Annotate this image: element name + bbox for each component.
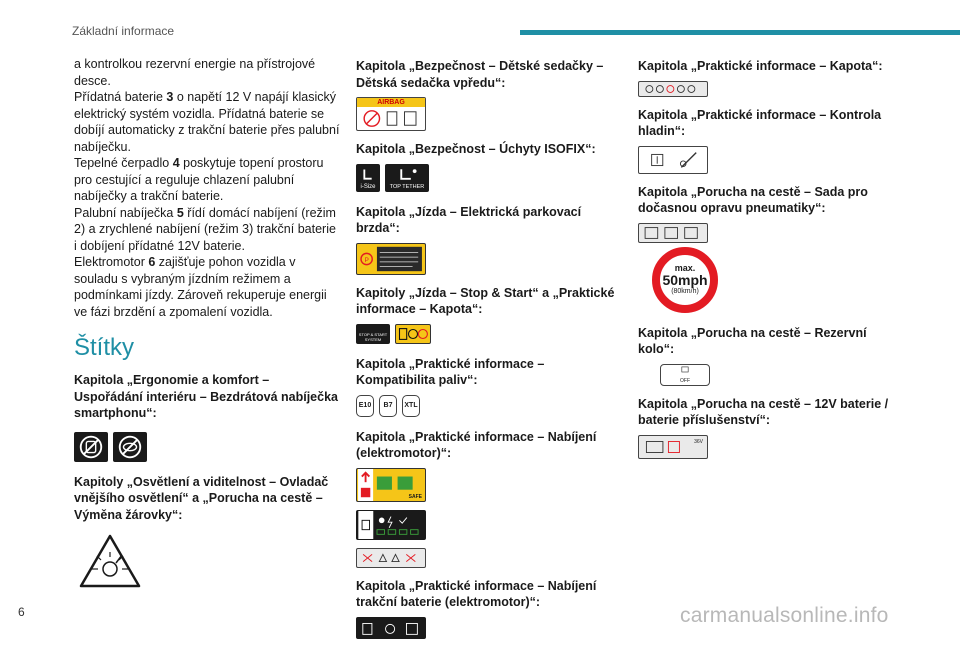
speed-limit-max: max. [674, 263, 696, 273]
label-block-kontrola-hladin [638, 107, 904, 174]
column-left [74, 56, 340, 599]
header-accent-bar [520, 30, 960, 35]
fluid-check-sticker [638, 146, 708, 174]
label-block-parkovaci-brzda [356, 204, 622, 275]
stop-start-sticker [356, 324, 390, 344]
label-block-baterie-12v [638, 396, 904, 459]
fuel-tag-xtl: XTL [402, 395, 420, 417]
hood-warning-sticker [395, 324, 431, 344]
traction-charging-sticker [356, 617, 426, 639]
label-block-ergonomie [74, 372, 340, 462]
label-block-nabijeni-trakcni [356, 578, 622, 639]
hood-warning-strip-sticker [638, 81, 708, 97]
parking-brake-sticker [356, 243, 426, 275]
intro-paragraph-3: Tepelné čerpadlo 4 poskytuje topení prostoru pro cestující a reguluje chlazení palubní nabíječky a trakční baterie. [74, 156, 324, 203]
airbag-warning-sticker [356, 97, 426, 131]
label-heading: Kapitola „Porucha na cestě – Rezervní kolo“: [638, 325, 867, 356]
label-heading: Kapitoly „Jízda – Stop & Start“ a „Praktické informace – Kapota“: [356, 285, 615, 316]
no-phone-charging-icon [74, 432, 108, 462]
intro-paragraph-5: Elektromotor 6 zajišťuje pohon vozidla v souladu s vybraným jízdním režimem a podmínkami jízdy. Zároveň rekuperuje energii ve fázi brzdění a zpomalení vozidla. [74, 255, 327, 319]
battery-hazard-sticker [356, 548, 426, 568]
label-block-stop-start [356, 285, 622, 344]
label-block-detske-sedacky [356, 58, 622, 131]
charging-indicator-sticker [356, 510, 426, 540]
label-block-osvetleni [74, 474, 340, 590]
speed-limit-value: 50mph [662, 272, 708, 288]
page-number: 6 [18, 605, 25, 619]
charging-safe-sticker [356, 468, 426, 502]
label-block-sada-pneumatiky [638, 184, 904, 313]
label-heading: Kapitola „Praktické informace – Kapota“: [638, 59, 883, 73]
label-block-isofix [356, 141, 622, 192]
label-block-kapota [638, 58, 904, 97]
label-heading: Kapitoly „Osvětlení a viditelnost – Ovladač vnějšího osvětlení“ a „Porucha na cestě – Výměna žárovky“: [74, 474, 329, 522]
top-tether-sticker [385, 164, 429, 192]
label-heading: Kapitola „Praktické informace – Nabíjení (elektromotor)“: [356, 429, 597, 460]
label-block-rezervni-kolo [638, 325, 904, 386]
speed-limit-kmh: (80km/h) [671, 288, 699, 295]
label-heading: Kapitola „Bezpečnost – Dětské sedačky – Dětská sedačka vpředu“: [356, 59, 604, 90]
top-tether-text: TOP TETHER [389, 183, 425, 190]
safe-text: SAFE [408, 493, 422, 500]
fuel-tag-b7: B7 [379, 395, 397, 417]
label-heading: Kapitola „Praktické informace – Kontrola hladin“: [638, 107, 882, 138]
speed-limit-sign [652, 247, 718, 313]
label-heading: Kapitola „Porucha na cestě – 12V baterie / baterie příslušenství“: [638, 396, 889, 427]
section-title-stitky: Štítky [74, 334, 135, 361]
watermark: carmanualsonline.info [680, 604, 889, 627]
battery-12v-sticker [638, 435, 708, 459]
isize-seat-sticker [356, 164, 380, 192]
label-block-nabijeni-elektromotor [356, 429, 622, 568]
label-heading: Kapitola „Ergonomie a komfort – Uspořádání interiéru – Bezdrátová nabíječka smartphonu“: [74, 373, 338, 420]
fuel-tag-e10: E10 [356, 395, 374, 417]
label-heading: Kapitola „Bezpečnost – Úchyty ISOFIX“: [356, 142, 596, 156]
intro-paragraph-4: Palubní nabíječka 5 řídí domácí nabíjení (režim 2) a zrychlené nabíjení (režim 3) trakční baterie i dobíjení přídatné 12V baterie. [74, 205, 336, 253]
label-heading: Kapitola „Praktické informace – Nabíjení trakční baterie (elektromotor)“: [356, 578, 597, 609]
label-heading: Kapitola „Praktické informace – Kompatibilita paliv“: [356, 356, 545, 387]
label-heading: Kapitola „Porucha na cestě – Sada pro dočasnou opravu pneumatiky“: [638, 184, 868, 215]
voltage-text: 36V [694, 438, 703, 445]
svg-text:P: P [364, 256, 369, 264]
no-card-charging-icon [113, 432, 147, 462]
label-heading: Kapitola „Jízda – Elektrická parkovací brzda“: [356, 204, 582, 235]
off-text: OFF [680, 377, 690, 384]
intro-paragraph-1: a kontrolkou rezervní energie na přístrojové desce. [74, 57, 316, 88]
column-middle [356, 58, 622, 649]
label-block-kompatibilita [356, 356, 622, 417]
hot-bulb-warning-icon [78, 533, 142, 589]
isize-text: i-Size [360, 183, 376, 190]
spare-wheel-off-sticker [660, 364, 710, 386]
column-right [638, 58, 904, 469]
header-title: Základní informace [72, 24, 175, 38]
tyre-repair-sticker [638, 223, 708, 243]
airbag-warning-text: AIRBAG [357, 98, 425, 107]
stop-start-text: STOP & START SYSTEM [358, 331, 388, 342]
intro-paragraph-2: Přídatná baterie 3 o napětí 12 V napájí klasický elektrický systém vozidla. Přídatná baterie se dobíjí automaticky z trakční baterie přes palubní nabíječku. [74, 90, 340, 154]
